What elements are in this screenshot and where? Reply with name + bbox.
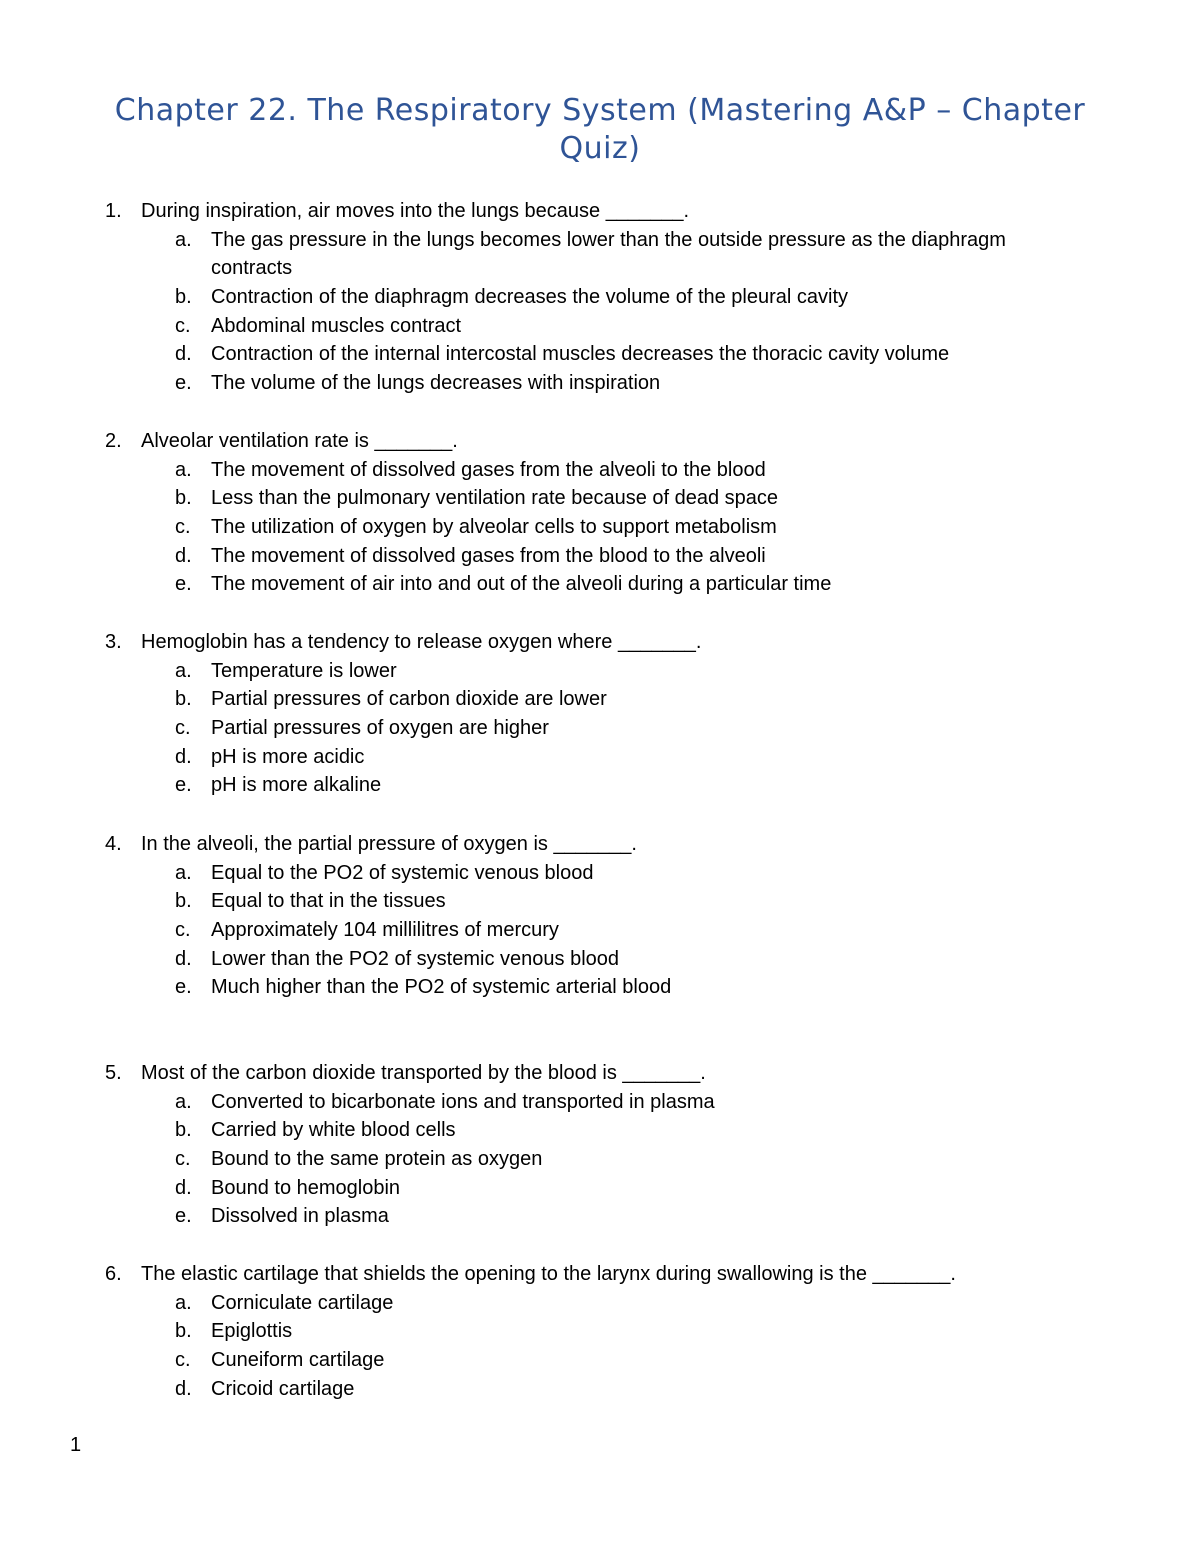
question-stem <box>105 830 1115 859</box>
option-letter: e. <box>175 573 192 596</box>
option-text: The movement of dissolved gases from the blood to the alveoli <box>211 544 766 567</box>
answer-option <box>175 226 1115 283</box>
answer-option <box>175 484 1115 513</box>
option-text: Cricoid cartilage <box>211 1377 355 1400</box>
option-letter: c. <box>175 1349 191 1372</box>
option-text: Dissolved in plasma <box>211 1205 389 1228</box>
question-6 <box>105 1260 1115 1403</box>
option-letter: d. <box>175 1377 192 1400</box>
answer-option <box>175 916 1115 945</box>
answer-option <box>175 714 1115 743</box>
option-letter: a. <box>175 1291 192 1314</box>
question-text: The elastic cartilage that shields the opening to the larynx during swallowing is the _______. <box>141 1263 956 1285</box>
answer-option <box>175 685 1115 714</box>
answer-option <box>175 1088 1115 1117</box>
option-text: The volume of the lungs decreases with inspiration <box>211 372 661 395</box>
option-text: Much higher than the PO2 of systemic arterial blood <box>211 976 672 999</box>
option-letter: c. <box>175 919 191 942</box>
question-4 <box>105 830 1115 1002</box>
option-text: Cuneiform cartilage <box>211 1349 385 1372</box>
option-letter: a. <box>175 659 192 682</box>
answer-option <box>175 1174 1115 1203</box>
option-letter: b. <box>175 286 192 309</box>
question-number: 5. <box>105 1062 122 1084</box>
option-letter: b. <box>175 487 192 510</box>
option-letter: c. <box>175 717 191 740</box>
answer-option <box>175 1145 1115 1174</box>
option-letter: d. <box>175 544 192 567</box>
option-text: Converted to bicarbonate ions and transported in plasma <box>211 1090 715 1113</box>
option-letter: d. <box>175 745 192 768</box>
document-title: Chapter 22. The Respiratory System (Mastering A&P – Chapter Quiz) <box>114 93 1086 166</box>
option-letter: d. <box>175 343 192 366</box>
answer-option <box>175 945 1115 974</box>
answer-option <box>175 456 1115 485</box>
option-text: Less than the pulmonary ventilation rate because of dead space <box>211 487 779 510</box>
option-text: The utilization of oxygen by alveolar cells to support metabolism <box>211 516 777 539</box>
option-letter: a. <box>175 228 192 251</box>
answer-option <box>175 1116 1115 1145</box>
question-text: During inspiration, air moves into the lungs because _______. <box>141 200 690 222</box>
option-text: Epiglottis <box>211 1320 293 1343</box>
option-text: Carried by white blood cells <box>211 1119 456 1142</box>
question-text: Most of the carbon dioxide transported by the blood is _______. <box>141 1062 706 1084</box>
option-text: pH is more acidic <box>211 745 365 768</box>
option-letter: e. <box>175 976 192 999</box>
option-text: pH is more alkaline <box>211 774 382 797</box>
answer-option <box>175 887 1115 916</box>
question-stem <box>105 1059 1115 1088</box>
option-text: Equal to the PO2 of systemic venous blood <box>211 861 594 884</box>
question-5 <box>105 1059 1115 1231</box>
question-3 <box>105 628 1115 800</box>
question-number: 4. <box>105 833 122 855</box>
option-text: Contraction of the diaphragm decreases the volume of the pleural cavity <box>211 286 849 309</box>
answer-option <box>175 859 1115 888</box>
answer-option <box>175 1202 1115 1231</box>
option-text: Partial pressures of carbon dioxide are lower <box>211 688 607 711</box>
option-letter: b. <box>175 1320 192 1343</box>
option-letter: e. <box>175 372 192 395</box>
question-2 <box>105 427 1115 599</box>
option-text: Lower than the PO2 of systemic venous blood <box>211 947 620 970</box>
option-text: Bound to hemoglobin <box>211 1176 401 1199</box>
question-number: 2. <box>105 430 122 452</box>
option-text: Approximately 104 millilitres of mercury <box>211 919 559 942</box>
option-letter: e. <box>175 1205 192 1228</box>
answer-option <box>175 1289 1115 1318</box>
answer-option <box>175 513 1115 542</box>
option-text: Temperature is lower <box>211 659 397 682</box>
answer-option <box>175 340 1115 369</box>
option-text: The gas pressure in the lungs becomes lower than the outside pressure as the diaphragm contracts <box>211 228 1006 280</box>
option-letter: b. <box>175 890 192 913</box>
option-letter: d. <box>175 947 192 970</box>
question-number: 6. <box>105 1263 122 1285</box>
answer-option <box>175 771 1115 800</box>
option-letter: e. <box>175 774 192 797</box>
answer-option <box>175 570 1115 599</box>
question-stem <box>105 1260 1115 1289</box>
option-text: The movement of dissolved gases from the alveoli to the blood <box>211 458 766 481</box>
option-text: Equal to that in the tissues <box>211 890 446 913</box>
option-letter: c. <box>175 516 191 539</box>
question-text: Hemoglobin has a tendency to release oxygen where _______. <box>141 631 702 653</box>
option-letter: c. <box>175 1148 191 1171</box>
answer-option <box>175 743 1115 772</box>
question-number: 1. <box>105 200 122 222</box>
answer-option <box>175 1317 1115 1346</box>
option-text: Corniculate cartilage <box>211 1291 394 1314</box>
option-letter: b. <box>175 1119 192 1142</box>
answer-option <box>175 973 1115 1002</box>
answer-option <box>175 369 1115 398</box>
answer-option <box>175 312 1115 341</box>
option-letter: b. <box>175 688 192 711</box>
option-text: Abdominal muscles contract <box>211 314 462 337</box>
page-number: 1 <box>70 1434 82 1456</box>
option-letter: a. <box>175 1090 192 1113</box>
answer-option <box>175 657 1115 686</box>
answer-option <box>175 1375 1115 1404</box>
option-letter: a. <box>175 861 192 884</box>
option-text: The movement of air into and out of the alveoli during a particular time <box>211 573 832 596</box>
question-text: In the alveoli, the partial pressure of oxygen is _______. <box>141 833 637 855</box>
option-letter: c. <box>175 314 191 337</box>
option-letter: a. <box>175 458 192 481</box>
option-text: Contraction of the internal intercostal muscles decreases the thoracic cavity volume <box>211 343 950 366</box>
option-text: Bound to the same protein as oxygen <box>211 1148 543 1171</box>
question-number: 3. <box>105 631 122 653</box>
option-text: Partial pressures of oxygen are higher <box>211 717 549 740</box>
answer-option <box>175 283 1115 312</box>
answer-option <box>175 542 1115 571</box>
answer-option <box>175 1346 1115 1375</box>
question-text: Alveolar ventilation rate is _______. <box>141 430 458 452</box>
question-stem <box>105 628 1115 657</box>
question-stem <box>105 197 1115 226</box>
option-letter: d. <box>175 1176 192 1199</box>
question-stem <box>105 427 1115 456</box>
question-1 <box>105 197 1115 398</box>
